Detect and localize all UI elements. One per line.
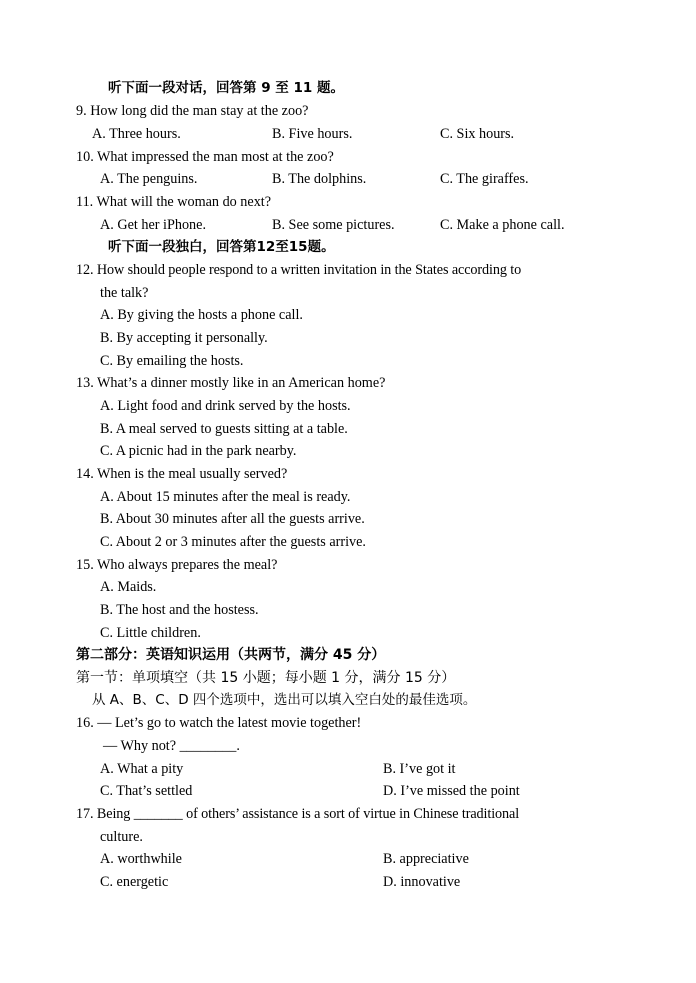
question-15-option-c: C. Little children. bbox=[100, 625, 201, 641]
question-9-stem: 9. How long did the man stay at the zoo? bbox=[76, 103, 309, 119]
part2-title: 第二部分：英语知识运用（共两节，满分 45 分） bbox=[76, 647, 386, 663]
question-17-option-a: A. worthwhile bbox=[100, 851, 182, 867]
question-17-option-d: D. innovative bbox=[383, 874, 461, 890]
question-14-stem: 14. When is the meal usually served? bbox=[76, 466, 288, 482]
question-16-option-d: D. I’ve missed the point bbox=[383, 783, 520, 799]
question-9-option-a: A. Three hours. bbox=[92, 126, 181, 142]
question-13-option-b: B. A meal served to guests sitting at a table. bbox=[100, 421, 348, 437]
question-9-option-b: B. Five hours. bbox=[272, 126, 353, 142]
question-16-line1: 16. — Let’s go to watch the latest movie together! bbox=[76, 715, 362, 731]
question-10-option-a: A. The penguins. bbox=[100, 171, 198, 187]
question-15-option-b: B. The host and the hostess. bbox=[100, 602, 259, 618]
question-11-option-c: C. Make a phone call. bbox=[440, 217, 565, 233]
question-14-option-c: C. About 2 or 3 minutes after the guests arrive. bbox=[100, 534, 366, 550]
question-17-line1: 17. Being _______ of others’ assistance is a sort of virtue in Chinese traditional bbox=[76, 806, 520, 822]
question-9-option-c: C. Six hours. bbox=[440, 126, 515, 142]
question-16-line2: — Why not? ________. bbox=[103, 738, 240, 754]
question-17-option-b: B. appreciative bbox=[383, 851, 469, 867]
instruction-9-11: 听下面一段对话，回答第 9 至 11 题。 bbox=[108, 80, 344, 96]
question-10-stem: 10. What impressed the man most at the zoo? bbox=[76, 149, 334, 165]
question-15-stem: 15. Who always prepares the meal? bbox=[76, 557, 278, 573]
question-12-stem-line1: 12. How should people respond to a written invitation in the States according to bbox=[76, 262, 522, 278]
question-11-option-b: B. See some pictures. bbox=[272, 217, 395, 233]
question-16-option-c: C. That’s settled bbox=[100, 783, 193, 799]
question-16-option-b: B. I’ve got it bbox=[383, 761, 456, 777]
question-16-option-a: A. What a pity bbox=[100, 761, 184, 777]
question-12-option-c: C. By emailing the hosts. bbox=[100, 353, 244, 369]
question-13-option-c: C. A picnic had in the park nearby. bbox=[100, 443, 297, 459]
question-14-option-b: B. About 30 minutes after all the guests arrive. bbox=[100, 511, 365, 527]
question-14-option-a: A. About 15 minutes after the meal is ready. bbox=[100, 489, 351, 505]
question-10-option-b: B. The dolphins. bbox=[272, 171, 367, 187]
question-11-stem: 11. What will the woman do next? bbox=[76, 194, 272, 210]
question-13-option-a: A. Light food and drink served by the hosts. bbox=[100, 398, 351, 414]
question-17-line2: culture. bbox=[100, 829, 143, 845]
question-17-option-c: C. energetic bbox=[100, 874, 169, 890]
question-10-option-c: C. The giraffes. bbox=[440, 171, 529, 187]
question-12-stem-line2: the talk? bbox=[100, 285, 149, 301]
question-12-option-a: A. By giving the hosts a phone call. bbox=[100, 307, 303, 323]
instruction-12-15: 听下面一段独白，回答第12至15题。 bbox=[108, 239, 335, 255]
section1-title: 第一节：单项填空（共 15 小题；每小题 1 分，满分 15 分） bbox=[76, 670, 456, 686]
question-12-option-b: B. By accepting it personally. bbox=[100, 330, 268, 346]
question-15-option-a: A. Maids. bbox=[100, 579, 157, 595]
question-11-option-a: A. Get her iPhone. bbox=[100, 217, 206, 233]
question-13-stem: 13. What’s a dinner mostly like in an American home? bbox=[76, 375, 386, 391]
section1-instruction: 从 A、B、C、D 四个选项中，选出可以填入空白处的最佳选项。 bbox=[92, 692, 477, 708]
